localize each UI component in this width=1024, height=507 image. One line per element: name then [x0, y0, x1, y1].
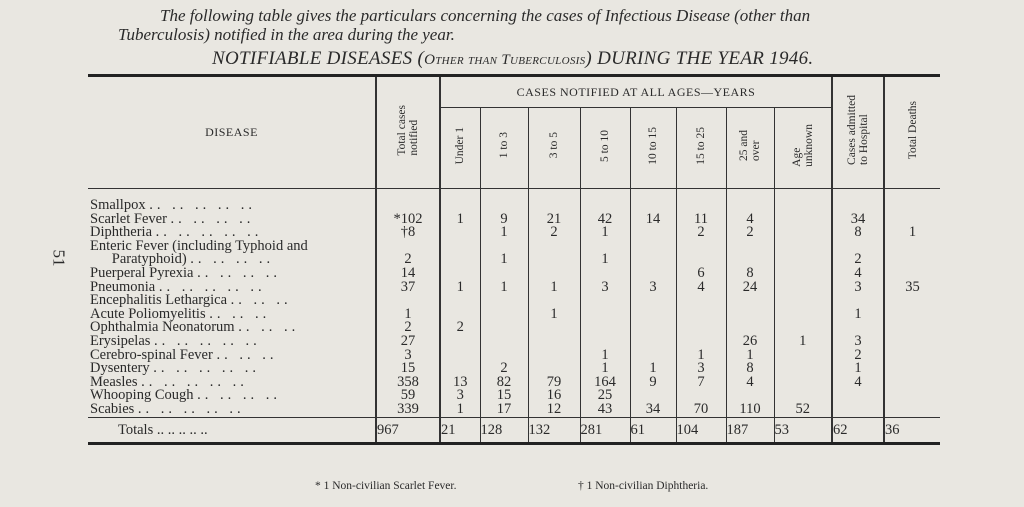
total-value: 967 — [376, 417, 440, 443]
cell-value — [630, 308, 676, 322]
cell-value: 4 — [832, 267, 884, 281]
disease-name: Ophthalmia Neonatorum .. .. .. — [90, 319, 300, 336]
cell-value: 2 — [480, 362, 528, 376]
disease-name: Smallpox .. .. .. .. .. — [90, 197, 256, 213]
disease-name: Scabies .. .. .. .. .. — [90, 400, 245, 417]
cell-value — [676, 294, 726, 308]
cell-value: 16 — [528, 389, 580, 403]
cell-value — [774, 226, 832, 240]
header-age-7: Age unknown — [774, 108, 832, 189]
cell-value — [630, 240, 676, 254]
cell-value: 52 — [774, 403, 832, 417]
header-age-5: 15 to 25 — [676, 108, 726, 189]
page-number: 51 — [49, 249, 69, 267]
header-total-cases: Total cases notified — [376, 77, 440, 188]
total-value: 53 — [774, 417, 832, 443]
cell-value: 3 — [440, 389, 480, 403]
totals-row — [88, 417, 940, 443]
cell-value: 2 — [528, 226, 580, 240]
disease-name: Measles .. .. .. .. .. — [90, 373, 248, 390]
cell-value: 14 — [630, 213, 676, 227]
cell-value: 4 — [676, 281, 726, 295]
cell-value: 1 — [480, 281, 528, 295]
disease-name: Acute Poliomyelitis .. .. .. — [90, 305, 271, 322]
cell-value — [774, 267, 832, 281]
cell-value: 1 — [480, 226, 528, 240]
cell-value — [630, 294, 676, 308]
cell-value — [884, 403, 940, 417]
cell-value: †8 — [376, 226, 440, 240]
cell-value: 13 — [440, 376, 480, 390]
cell-value: 70 — [676, 403, 726, 417]
cell-value: 110 — [726, 403, 774, 417]
cell-value — [480, 321, 528, 335]
cell-value — [774, 213, 832, 227]
cell-value: 1 — [440, 281, 480, 295]
cell-value: 2 — [832, 349, 884, 363]
cell-value: 1 — [580, 349, 630, 363]
total-value: 62 — [832, 417, 884, 443]
cell-value: 1 — [832, 308, 884, 322]
cell-value: 1 — [440, 403, 480, 417]
cell-value — [884, 362, 940, 376]
cell-value — [630, 253, 676, 267]
cell-value: 35 — [884, 281, 940, 295]
cell-value: 2 — [832, 253, 884, 267]
cell-value: 43 — [580, 403, 630, 417]
cell-value: 3 — [580, 281, 630, 295]
cell-value: 2 — [376, 321, 440, 335]
cell-value: 1 — [376, 308, 440, 322]
cell-value — [676, 189, 726, 213]
cell-value — [884, 189, 940, 213]
total-value: 104 — [676, 417, 726, 443]
title-part-b: Other than Tuberculosis — [424, 52, 586, 68]
total-value: 187 — [726, 417, 774, 443]
header-deaths: Total Deaths — [884, 77, 940, 188]
cell-value — [528, 321, 580, 335]
header-age-3: 5 to 10 — [580, 108, 630, 189]
cell-value — [440, 294, 480, 308]
cell-value — [480, 294, 528, 308]
cell-value: *102 — [376, 213, 440, 227]
cell-value — [884, 335, 940, 349]
cell-value: 59 — [376, 389, 440, 403]
cell-value: 1 — [440, 213, 480, 227]
cell-value: 2 — [376, 253, 440, 267]
cell-value — [884, 294, 940, 308]
total-value: 61 — [630, 417, 676, 443]
cell-value: 4 — [832, 376, 884, 390]
cell-value: 8 — [832, 226, 884, 240]
cell-value: 7 — [676, 376, 726, 390]
cell-value: 2 — [676, 226, 726, 240]
cell-value — [676, 240, 726, 254]
cell-value — [580, 321, 630, 335]
cell-value — [774, 189, 832, 213]
cell-value: 1 — [580, 253, 630, 267]
cell-value — [726, 240, 774, 254]
cell-value — [774, 294, 832, 308]
cell-value — [832, 389, 884, 403]
footnote-diphtheria: † 1 Non-civilian Diphtheria. — [578, 480, 709, 492]
cell-value — [440, 226, 480, 240]
cell-value — [726, 294, 774, 308]
table-row — [88, 189, 940, 213]
cell-value: 358 — [376, 376, 440, 390]
cell-value: 1 — [726, 349, 774, 363]
diseases-table — [88, 74, 940, 445]
cell-value: 1 — [528, 281, 580, 295]
cell-value: 1 — [630, 362, 676, 376]
cell-value: 8 — [726, 362, 774, 376]
cell-value — [774, 308, 832, 322]
disease-name: Scarlet Fever .. .. .. .. — [90, 210, 255, 227]
cell-value — [440, 240, 480, 254]
intro-text — [118, 6, 978, 44]
cell-value: 17 — [480, 403, 528, 417]
cell-value — [528, 253, 580, 267]
totals-label: Totals .. .. .. .. .. — [88, 417, 376, 443]
total-value: 281 — [580, 417, 630, 443]
cell-value: 4 — [726, 213, 774, 227]
cell-value: 9 — [630, 376, 676, 390]
cell-value: 164 — [580, 376, 630, 390]
cell-value: 4 — [726, 376, 774, 390]
header-ages-group: CASES NOTIFIED AT ALL AGES—YEARS — [440, 77, 832, 108]
disease-name: Paratyphoid) .. .. .. .. — [90, 251, 275, 268]
total-value: 36 — [884, 417, 940, 443]
table-row — [88, 403, 940, 417]
cell-value — [440, 189, 480, 213]
cell-value: 14 — [376, 267, 440, 281]
disease-name: Erysipelas .. .. .. .. .. — [90, 332, 261, 349]
cell-value — [630, 189, 676, 213]
cell-value: 1 — [774, 335, 832, 349]
cell-value: 3 — [832, 281, 884, 295]
cell-value: 15 — [480, 389, 528, 403]
cell-value — [832, 189, 884, 213]
cell-value: 9 — [480, 213, 528, 227]
cell-value — [774, 376, 832, 390]
cell-value: 24 — [726, 281, 774, 295]
header-age-4: 10 to 15 — [630, 108, 676, 189]
cell-value — [774, 281, 832, 295]
cell-value — [676, 308, 726, 322]
cell-value — [726, 189, 774, 213]
cell-value — [726, 308, 774, 322]
cell-value: 37 — [376, 281, 440, 295]
disease-name: Dysentery .. .. .. .. .. — [90, 360, 260, 377]
cell-value: 3 — [676, 362, 726, 376]
disease-name: Puerperal Pyrexia .. .. .. .. — [90, 264, 281, 281]
cell-value: 25 — [580, 389, 630, 403]
cell-value — [630, 321, 676, 335]
disease-name: Diphtheria .. .. .. .. .. — [90, 224, 263, 241]
cell-value — [774, 349, 832, 363]
cell-value: 1 — [480, 253, 528, 267]
cell-value — [528, 335, 580, 349]
header-hospital: Cases admitted to Hospital — [832, 77, 884, 188]
cell-value — [580, 308, 630, 322]
cell-value: 2 — [726, 226, 774, 240]
header-age-2: 3 to 5 — [528, 108, 580, 189]
cell-value: 6 — [676, 267, 726, 281]
cell-value: 1 — [528, 308, 580, 322]
cell-value — [480, 308, 528, 322]
cell-value: 79 — [528, 376, 580, 390]
cell-value: 21 — [528, 213, 580, 227]
cell-value — [884, 321, 940, 335]
header-disease: DISEASE — [205, 125, 258, 139]
header-age-6: 25 and over — [726, 108, 774, 189]
cell-value: 82 — [480, 376, 528, 390]
disease-name: Enteric Fever (including Typhoid and — [90, 237, 308, 254]
disease-name: Cerebro-spinal Fever .. .. .. — [90, 346, 278, 363]
header-age-0: Under 1 — [440, 108, 480, 189]
cell-value — [480, 189, 528, 213]
cell-value: 3 — [832, 335, 884, 349]
cell-value: 1 — [884, 226, 940, 240]
cell-value — [528, 189, 580, 213]
table-title — [212, 48, 813, 70]
cell-value: 3 — [376, 349, 440, 363]
cell-value — [630, 226, 676, 240]
cell-value: 34 — [630, 403, 676, 417]
footnote-scarlet: * 1 Non-civilian Scarlet Fever. — [315, 480, 457, 492]
disease-name: Encephalitis Lethargica .. .. .. — [90, 292, 292, 309]
cell-value — [676, 321, 726, 335]
cell-value — [480, 335, 528, 349]
cell-value: 27 — [376, 335, 440, 349]
cell-value: 2 — [440, 321, 480, 335]
cell-value — [832, 403, 884, 417]
cell-value: 26 — [726, 335, 774, 349]
total-value: 128 — [480, 417, 528, 443]
cell-value — [376, 189, 440, 213]
cell-value: 34 — [832, 213, 884, 227]
cell-value — [440, 253, 480, 267]
cell-value — [884, 240, 940, 254]
cell-value: 339 — [376, 403, 440, 417]
disease-name: Pneumonia .. .. .. .. .. — [90, 278, 266, 295]
intro-line-2: Tuberculosis) notified in the area during the year. — [118, 25, 455, 44]
total-value: 132 — [528, 417, 580, 443]
cell-value — [580, 294, 630, 308]
cell-value: 12 — [528, 403, 580, 417]
cell-value: 1 — [580, 226, 630, 240]
cell-value — [884, 389, 940, 403]
cell-value — [528, 349, 580, 363]
cell-value: 42 — [580, 213, 630, 227]
cell-value — [884, 253, 940, 267]
total-value: 21 — [440, 417, 480, 443]
cell-value: 1 — [676, 349, 726, 363]
cell-value — [630, 335, 676, 349]
cell-value — [884, 308, 940, 322]
cell-value: 11 — [676, 213, 726, 227]
cell-value — [774, 362, 832, 376]
cell-value — [440, 335, 480, 349]
cell-value — [884, 376, 940, 390]
cell-value: 15 — [376, 362, 440, 376]
title-part-a: NOTIFIABLE DISEASES ( — [212, 48, 425, 69]
cell-value — [884, 349, 940, 363]
cell-value — [774, 240, 832, 254]
title-part-c: ) DURING THE YEAR 1946. — [585, 48, 814, 69]
cell-value — [528, 240, 580, 254]
cell-value — [580, 189, 630, 213]
cell-value — [440, 349, 480, 363]
cell-value — [774, 253, 832, 267]
cell-value: 3 — [630, 281, 676, 295]
header-age-1: 1 to 3 — [480, 108, 528, 189]
intro-line-1: The following table gives the particulars concerning the cases of Infectious Disease (other than — [160, 6, 811, 25]
cell-value: 1 — [580, 362, 630, 376]
disease-name: Whooping Cough .. .. .. .. — [90, 387, 282, 404]
cell-value: 8 — [726, 267, 774, 281]
cell-value: 1 — [832, 362, 884, 376]
